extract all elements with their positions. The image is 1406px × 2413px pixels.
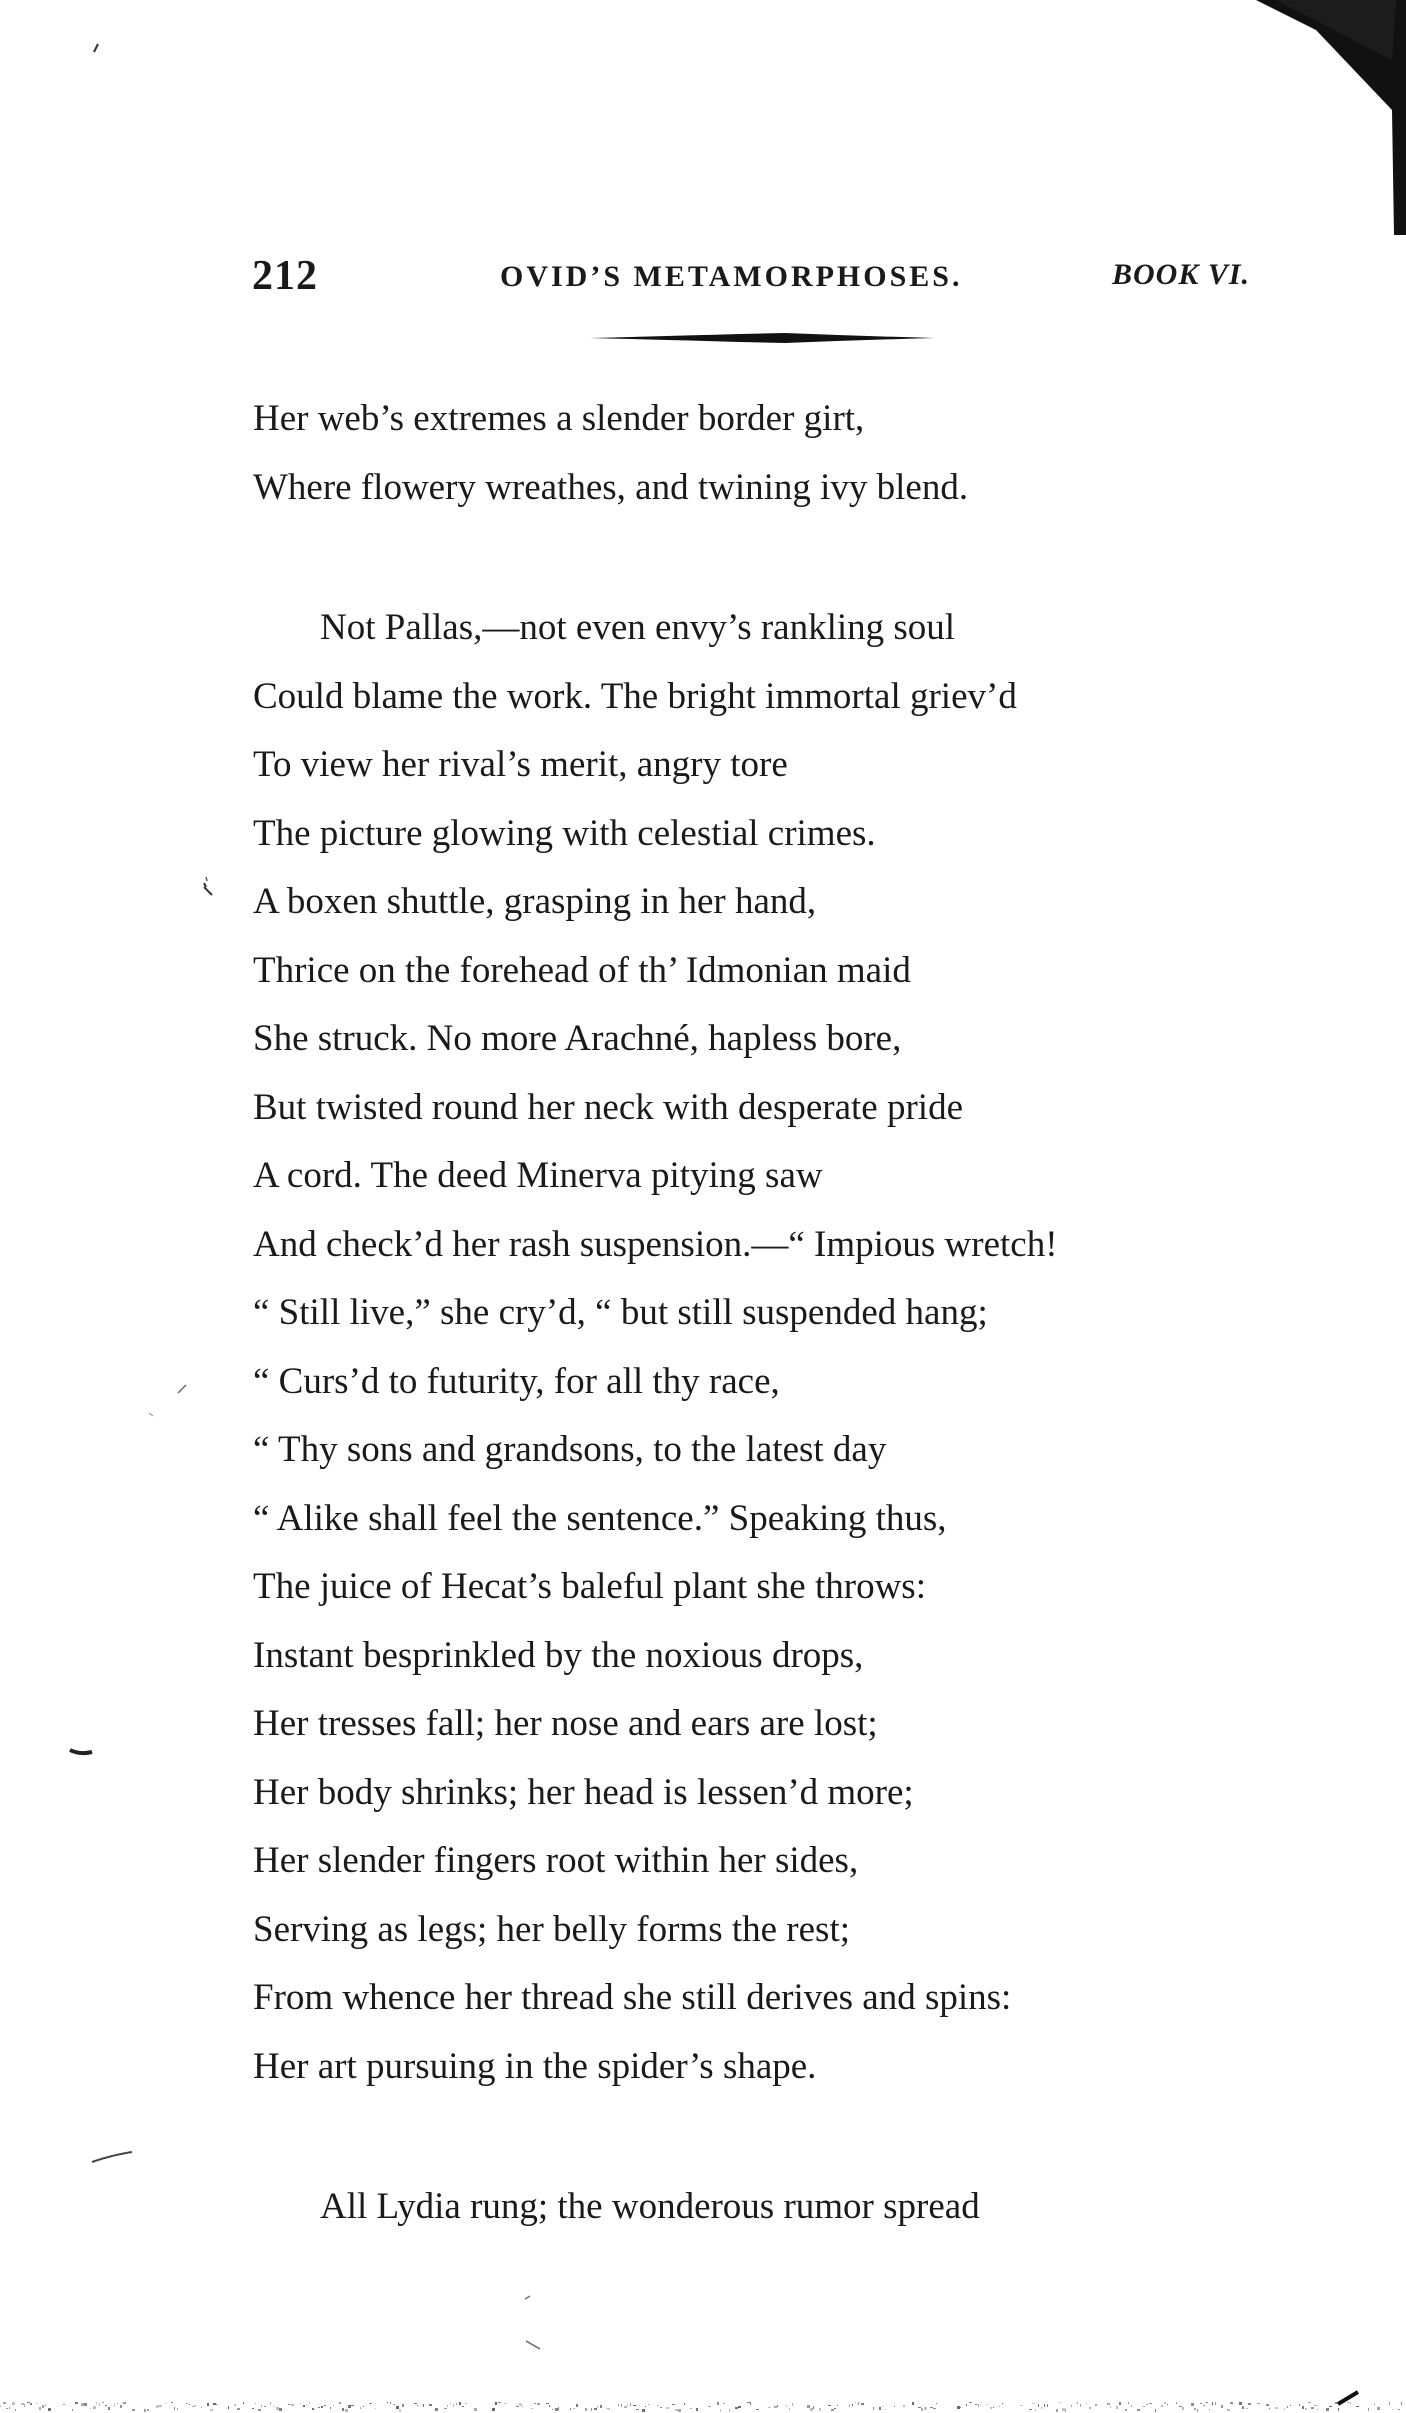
poem-line: The juice of Hecat’s baleful plant she throws: [253, 1566, 926, 1607]
poem-line: Her art pursuing in the spider’s shape. [253, 2045, 817, 2087]
stanza-gap [253, 522, 1253, 594]
page-number: 212 [252, 253, 318, 299]
poem-line: “ Still live,” she cry’d, “ but still suspended hang; [253, 1292, 988, 1333]
book-label: BOOK VI. [1112, 258, 1251, 291]
page-header [252, 252, 1272, 302]
poem-line: Her tresses fall; her nose and ears are lost; [253, 1703, 878, 1744]
poem-line: Could blame the work. The bright immortal griev’d [253, 675, 1017, 717]
poem-line: “ Alike shall feel the sentence.” Speaking thus, [253, 1497, 947, 1539]
poem-body [253, 385, 1253, 2242]
poem-line: A boxen shuttle, grasping in her hand, [253, 881, 817, 922]
poem-line: To view her rival’s merit, angry tore [253, 744, 788, 785]
poem-line: Serving as legs; her belly forms the rest; [253, 1908, 851, 1950]
poem-line: And check’d her rash suspension.—“ Impious wretch! [253, 1223, 1058, 1265]
running-title: OVID’S METAMORPHOSES. [500, 260, 963, 293]
poem-line: A cord. The deed Minerva pitying saw [253, 1155, 823, 1196]
poem-line: Where flowery wreathes, and twining ivy blend. [253, 466, 969, 508]
poem-line: “ Curs’d to futurity, for all thy race, [253, 1360, 780, 1402]
poem-line: From whence her thread she still derives and spins: [253, 1977, 1012, 2018]
poem-line: All Lydia rung; the wonderous rumor spread [320, 2186, 980, 2227]
poem-line: “ Thy sons and grandsons, to the latest day [253, 1429, 887, 1470]
page-corner-fold [1256, 0, 1406, 235]
poem-line: She struck. No more Arachné, hapless bore, [253, 1018, 902, 1059]
header-rule-ornament [590, 333, 935, 343]
poem-line: Her body shrinks; her head is lessen’d more; [253, 1771, 914, 1813]
poem-line: Thrice on the forehead of th’ Idmonian maid [253, 949, 911, 991]
poem-line: Instant besprinkled by the noxious drops, [253, 1634, 864, 1676]
bottom-edge-noise [0, 2396, 1406, 2413]
poem-line: Her slender fingers root within her sides, [253, 1840, 859, 1881]
poem-line: Her web’s extremes a slender border girt, [253, 398, 865, 439]
poem-line: Not Pallas,—not even envy’s rankling soul [320, 607, 956, 648]
stanza-gap [253, 2101, 1253, 2173]
poem-line: But twisted round her neck with desperate pride [253, 1086, 963, 1128]
poem-line: The picture glowing with celestial crimes. [253, 812, 876, 854]
